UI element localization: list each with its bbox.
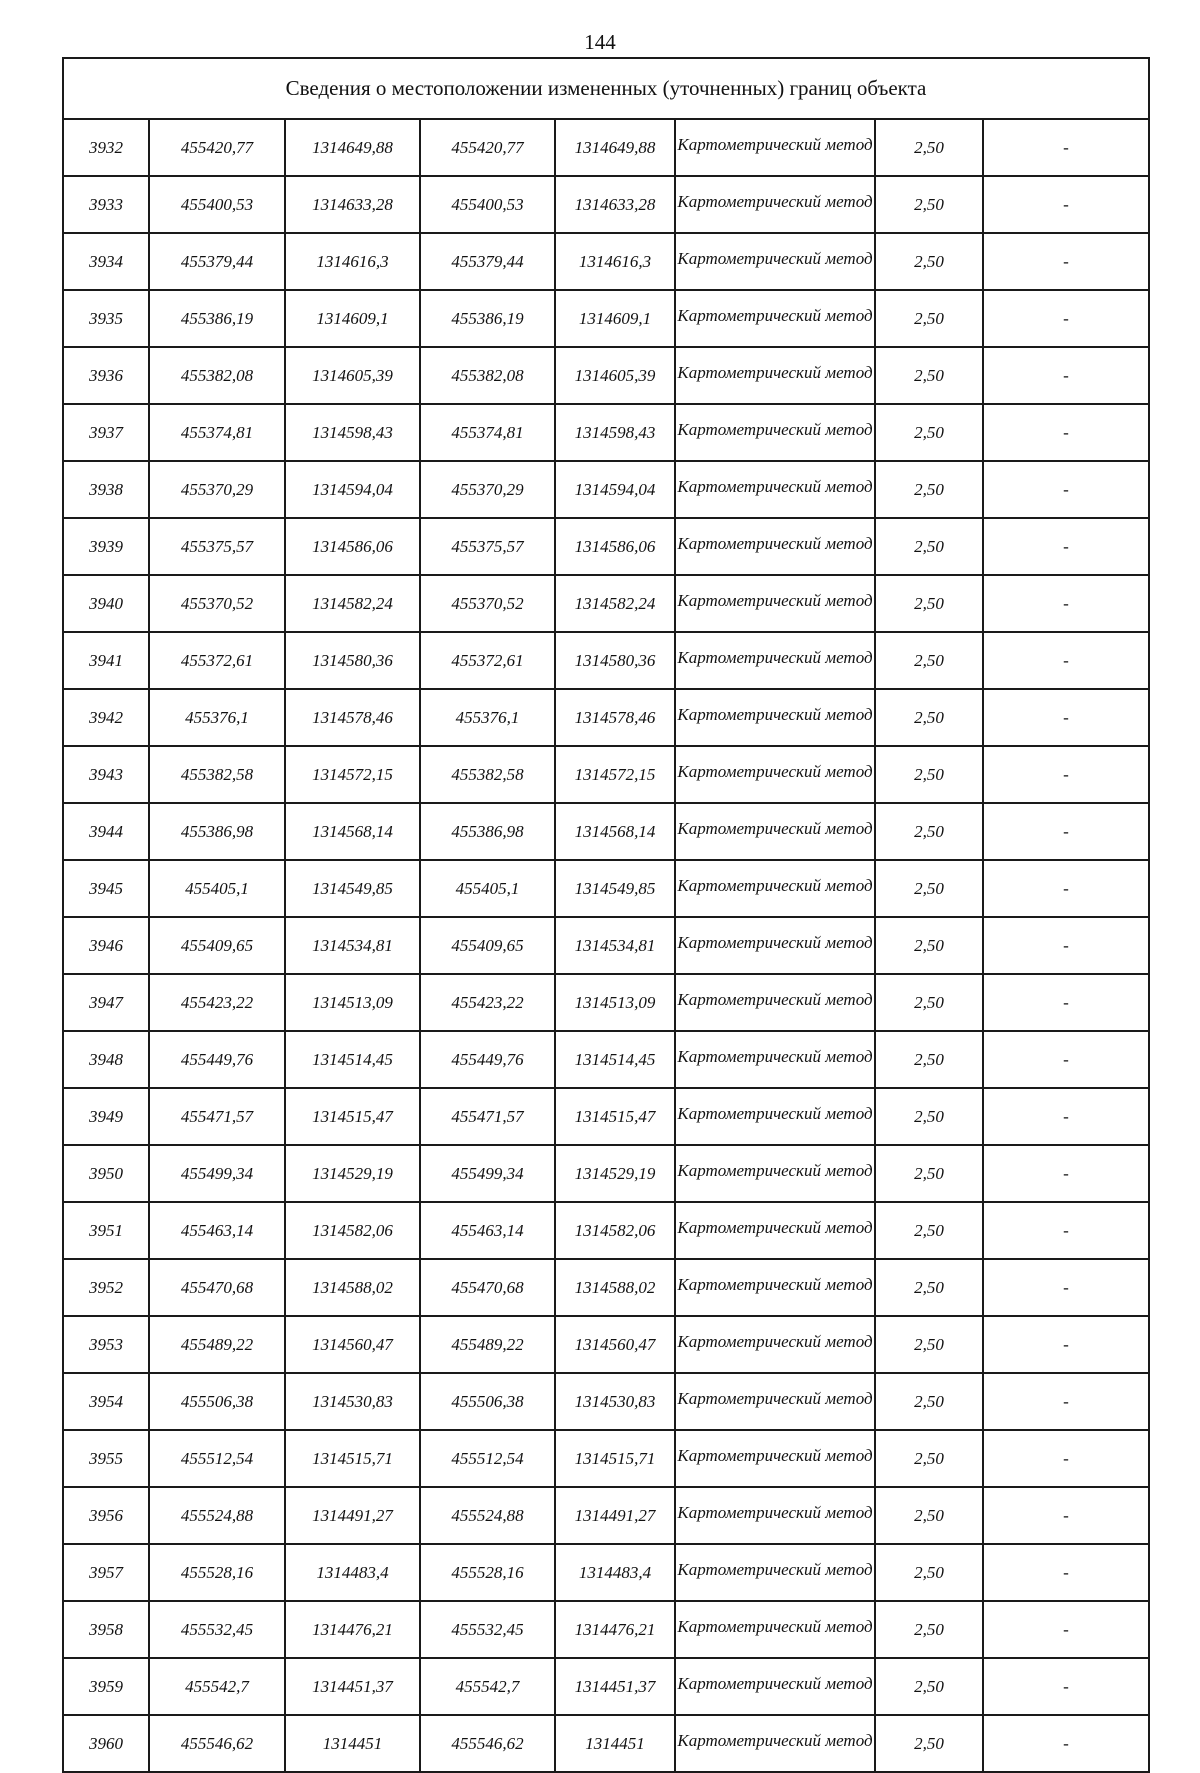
refined-x-cell: 455423,22 — [420, 974, 555, 1031]
description-cell: - — [983, 632, 1149, 689]
refined-x-cell: 455382,58 — [420, 746, 555, 803]
refined-y-cell: 1314451,37 — [555, 1658, 675, 1715]
refined-x-cell: 455499,34 — [420, 1145, 555, 1202]
existing-y-cell: 1314451 — [285, 1715, 420, 1772]
existing-y-cell: 1314578,46 — [285, 689, 420, 746]
table-row — [63, 689, 1149, 746]
refined-y-cell: 1314491,27 — [555, 1487, 675, 1544]
method-cell: Картометрический метод — [675, 632, 875, 689]
existing-x-cell: 455420,77 — [149, 119, 285, 176]
existing-y-cell: 1314534,81 — [285, 917, 420, 974]
refined-x-cell: 455386,19 — [420, 290, 555, 347]
accuracy-cell: 2,50 — [875, 803, 983, 860]
description-cell: - — [983, 1487, 1149, 1544]
method-cell: Картометрический метод — [675, 1031, 875, 1088]
table-title: Сведения о местоположении измененных (уточненных) границ объекта — [63, 58, 1149, 119]
existing-x-cell: 455542,7 — [149, 1658, 285, 1715]
description-cell: - — [983, 176, 1149, 233]
description-cell: - — [983, 803, 1149, 860]
refined-y-cell: 1314598,43 — [555, 404, 675, 461]
description-cell: - — [983, 1601, 1149, 1658]
existing-x-cell: 455382,58 — [149, 746, 285, 803]
accuracy-cell: 2,50 — [875, 1373, 983, 1430]
method-cell: Картометрический метод — [675, 461, 875, 518]
table-row — [63, 1202, 1149, 1259]
point-number-cell: 3933 — [63, 176, 149, 233]
refined-y-cell: 1314515,71 — [555, 1430, 675, 1487]
table-row — [63, 1601, 1149, 1658]
table-row — [63, 1031, 1149, 1088]
point-number-cell: 3932 — [63, 119, 149, 176]
table-body — [63, 119, 1149, 1772]
table-row — [63, 632, 1149, 689]
refined-y-cell: 1314605,39 — [555, 347, 675, 404]
refined-y-cell: 1314513,09 — [555, 974, 675, 1031]
table-row — [63, 461, 1149, 518]
point-number-cell: 3938 — [63, 461, 149, 518]
point-number-cell: 3954 — [63, 1373, 149, 1430]
description-cell: - — [983, 860, 1149, 917]
refined-y-cell: 1314515,47 — [555, 1088, 675, 1145]
table-row — [63, 860, 1149, 917]
existing-y-cell: 1314598,43 — [285, 404, 420, 461]
refined-x-cell: 455546,62 — [420, 1715, 555, 1772]
method-cell: Картометрический метод — [675, 290, 875, 347]
existing-y-cell: 1314515,47 — [285, 1088, 420, 1145]
description-cell: - — [983, 575, 1149, 632]
table-row — [63, 1715, 1149, 1772]
refined-x-cell: 455489,22 — [420, 1316, 555, 1373]
existing-x-cell: 455471,57 — [149, 1088, 285, 1145]
accuracy-cell: 2,50 — [875, 290, 983, 347]
refined-x-cell: 455400,53 — [420, 176, 555, 233]
table-row — [63, 1088, 1149, 1145]
existing-x-cell: 455382,08 — [149, 347, 285, 404]
point-number-cell: 3953 — [63, 1316, 149, 1373]
method-cell: Картометрический метод — [675, 1373, 875, 1430]
description-cell: - — [983, 917, 1149, 974]
description-cell: - — [983, 461, 1149, 518]
accuracy-cell: 2,50 — [875, 1487, 983, 1544]
refined-y-cell: 1314578,46 — [555, 689, 675, 746]
accuracy-cell: 2,50 — [875, 746, 983, 803]
table-row — [63, 347, 1149, 404]
refined-y-cell: 1314560,47 — [555, 1316, 675, 1373]
refined-x-cell: 455405,1 — [420, 860, 555, 917]
description-cell: - — [983, 1715, 1149, 1772]
accuracy-cell: 2,50 — [875, 404, 983, 461]
point-number-cell: 3947 — [63, 974, 149, 1031]
method-cell: Картометрический метод — [675, 1658, 875, 1715]
point-number-cell: 3950 — [63, 1145, 149, 1202]
point-number-cell: 3934 — [63, 233, 149, 290]
table-row — [63, 746, 1149, 803]
point-number-cell: 3941 — [63, 632, 149, 689]
table-row — [63, 1544, 1149, 1601]
accuracy-cell: 2,50 — [875, 917, 983, 974]
method-cell: Картометрический метод — [675, 689, 875, 746]
point-number-cell: 3945 — [63, 860, 149, 917]
accuracy-cell: 2,50 — [875, 1544, 983, 1601]
accuracy-cell: 2,50 — [875, 1658, 983, 1715]
existing-x-cell: 455470,68 — [149, 1259, 285, 1316]
accuracy-cell: 2,50 — [875, 518, 983, 575]
refined-y-cell: 1314549,85 — [555, 860, 675, 917]
table-row — [63, 1259, 1149, 1316]
refined-x-cell: 455409,65 — [420, 917, 555, 974]
method-cell: Картометрический метод — [675, 803, 875, 860]
existing-x-cell: 455506,38 — [149, 1373, 285, 1430]
existing-x-cell: 455524,88 — [149, 1487, 285, 1544]
refined-x-cell: 455370,29 — [420, 461, 555, 518]
existing-y-cell: 1314609,1 — [285, 290, 420, 347]
point-number-cell: 3942 — [63, 689, 149, 746]
description-cell: - — [983, 1316, 1149, 1373]
accuracy-cell: 2,50 — [875, 233, 983, 290]
existing-x-cell: 455370,29 — [149, 461, 285, 518]
point-number-cell: 3955 — [63, 1430, 149, 1487]
existing-y-cell: 1314572,15 — [285, 746, 420, 803]
refined-y-cell: 1314609,1 — [555, 290, 675, 347]
refined-x-cell: 455376,1 — [420, 689, 555, 746]
accuracy-cell: 2,50 — [875, 860, 983, 917]
table-row — [63, 119, 1149, 176]
description-cell: - — [983, 1088, 1149, 1145]
accuracy-cell: 2,50 — [875, 689, 983, 746]
existing-y-cell: 1314649,88 — [285, 119, 420, 176]
method-cell: Картометрический метод — [675, 233, 875, 290]
refined-y-cell: 1314649,88 — [555, 119, 675, 176]
refined-x-cell: 455532,45 — [420, 1601, 555, 1658]
description-cell: - — [983, 1145, 1149, 1202]
point-number-cell: 3940 — [63, 575, 149, 632]
existing-x-cell: 455409,65 — [149, 917, 285, 974]
refined-y-cell: 1314568,14 — [555, 803, 675, 860]
point-number-cell: 3960 — [63, 1715, 149, 1772]
method-cell: Картометрический метод — [675, 1088, 875, 1145]
refined-x-cell: 455471,57 — [420, 1088, 555, 1145]
description-cell: - — [983, 689, 1149, 746]
table-row — [63, 176, 1149, 233]
table-row — [63, 1487, 1149, 1544]
existing-x-cell: 455489,22 — [149, 1316, 285, 1373]
refined-y-cell: 1314582,24 — [555, 575, 675, 632]
refined-x-cell: 455524,88 — [420, 1487, 555, 1544]
table-row — [63, 974, 1149, 1031]
description-cell: - — [983, 746, 1149, 803]
point-number-cell: 3959 — [63, 1658, 149, 1715]
table-row — [63, 404, 1149, 461]
point-number-cell: 3948 — [63, 1031, 149, 1088]
refined-x-cell: 455420,77 — [420, 119, 555, 176]
refined-y-cell: 1314529,19 — [555, 1145, 675, 1202]
refined-y-cell: 1314616,3 — [555, 233, 675, 290]
refined-y-cell: 1314572,15 — [555, 746, 675, 803]
accuracy-cell: 2,50 — [875, 1145, 983, 1202]
existing-y-cell: 1314568,14 — [285, 803, 420, 860]
refined-x-cell: 455506,38 — [420, 1373, 555, 1430]
existing-x-cell: 455386,98 — [149, 803, 285, 860]
existing-x-cell: 455400,53 — [149, 176, 285, 233]
existing-y-cell: 1314476,21 — [285, 1601, 420, 1658]
method-cell: Картометрический метод — [675, 974, 875, 1031]
existing-x-cell: 455499,34 — [149, 1145, 285, 1202]
refined-x-cell: 455463,14 — [420, 1202, 555, 1259]
refined-x-cell: 455375,57 — [420, 518, 555, 575]
existing-x-cell: 455376,1 — [149, 689, 285, 746]
method-cell: Картометрический метод — [675, 1202, 875, 1259]
accuracy-cell: 2,50 — [875, 575, 983, 632]
table-row — [63, 803, 1149, 860]
existing-y-cell: 1314616,3 — [285, 233, 420, 290]
accuracy-cell: 2,50 — [875, 1031, 983, 1088]
method-cell: Картометрический метод — [675, 1715, 875, 1772]
existing-x-cell: 455405,1 — [149, 860, 285, 917]
accuracy-cell: 2,50 — [875, 347, 983, 404]
existing-y-cell: 1314513,09 — [285, 974, 420, 1031]
table-row — [63, 1658, 1149, 1715]
refined-x-cell: 455449,76 — [420, 1031, 555, 1088]
refined-x-cell: 455528,16 — [420, 1544, 555, 1601]
point-number-cell: 3951 — [63, 1202, 149, 1259]
refined-y-cell: 1314580,36 — [555, 632, 675, 689]
table-row — [63, 575, 1149, 632]
existing-x-cell: 455528,16 — [149, 1544, 285, 1601]
description-cell: - — [983, 518, 1149, 575]
existing-y-cell: 1314491,27 — [285, 1487, 420, 1544]
existing-x-cell: 455370,52 — [149, 575, 285, 632]
point-number-cell: 3939 — [63, 518, 149, 575]
method-cell: Картометрический метод — [675, 518, 875, 575]
existing-x-cell: 455374,81 — [149, 404, 285, 461]
boundary-coordinates-table — [62, 57, 1150, 1773]
refined-x-cell: 455470,68 — [420, 1259, 555, 1316]
point-number-cell: 3944 — [63, 803, 149, 860]
description-cell: - — [983, 974, 1149, 1031]
description-cell: - — [983, 1430, 1149, 1487]
refined-y-cell: 1314633,28 — [555, 176, 675, 233]
accuracy-cell: 2,50 — [875, 1088, 983, 1145]
point-number-cell: 3949 — [63, 1088, 149, 1145]
method-cell: Картометрический метод — [675, 1316, 875, 1373]
refined-y-cell: 1314530,83 — [555, 1373, 675, 1430]
existing-y-cell: 1314582,24 — [285, 575, 420, 632]
existing-y-cell: 1314580,36 — [285, 632, 420, 689]
refined-x-cell: 455372,61 — [420, 632, 555, 689]
existing-x-cell: 455512,54 — [149, 1430, 285, 1487]
table-row — [63, 1373, 1149, 1430]
refined-y-cell: 1314594,04 — [555, 461, 675, 518]
existing-x-cell: 455532,45 — [149, 1601, 285, 1658]
method-cell: Картометрический метод — [675, 1430, 875, 1487]
method-cell: Картометрический метод — [675, 1487, 875, 1544]
existing-x-cell: 455372,61 — [149, 632, 285, 689]
point-number-cell: 3946 — [63, 917, 149, 974]
description-cell: - — [983, 1202, 1149, 1259]
refined-x-cell: 455379,44 — [420, 233, 555, 290]
existing-x-cell: 455449,76 — [149, 1031, 285, 1088]
refined-y-cell: 1314582,06 — [555, 1202, 675, 1259]
table-row — [63, 518, 1149, 575]
existing-y-cell: 1314605,39 — [285, 347, 420, 404]
point-number-cell: 3952 — [63, 1259, 149, 1316]
refined-y-cell: 1314514,45 — [555, 1031, 675, 1088]
accuracy-cell: 2,50 — [875, 632, 983, 689]
table-row — [63, 233, 1149, 290]
existing-x-cell: 455379,44 — [149, 233, 285, 290]
refined-x-cell: 455386,98 — [420, 803, 555, 860]
existing-y-cell: 1314594,04 — [285, 461, 420, 518]
accuracy-cell: 2,50 — [875, 1202, 983, 1259]
method-cell: Картометрический метод — [675, 746, 875, 803]
existing-y-cell: 1314582,06 — [285, 1202, 420, 1259]
method-cell: Картометрический метод — [675, 1601, 875, 1658]
point-number-cell: 3937 — [63, 404, 149, 461]
accuracy-cell: 2,50 — [875, 1601, 983, 1658]
method-cell: Картометрический метод — [675, 1145, 875, 1202]
existing-x-cell: 455463,14 — [149, 1202, 285, 1259]
existing-y-cell: 1314529,19 — [285, 1145, 420, 1202]
accuracy-cell: 2,50 — [875, 1715, 983, 1772]
point-number-cell: 3936 — [63, 347, 149, 404]
existing-y-cell: 1314588,02 — [285, 1259, 420, 1316]
method-cell: Картометрический метод — [675, 1259, 875, 1316]
table-title-row — [63, 58, 1149, 119]
description-cell: - — [983, 1658, 1149, 1715]
description-cell: - — [983, 1373, 1149, 1430]
method-cell: Картометрический метод — [675, 404, 875, 461]
existing-y-cell: 1314549,85 — [285, 860, 420, 917]
refined-x-cell: 455542,7 — [420, 1658, 555, 1715]
table-row — [63, 1145, 1149, 1202]
accuracy-cell: 2,50 — [875, 176, 983, 233]
description-cell: - — [983, 347, 1149, 404]
refined-x-cell: 455370,52 — [420, 575, 555, 632]
table-row — [63, 1430, 1149, 1487]
refined-y-cell: 1314586,06 — [555, 518, 675, 575]
accuracy-cell: 2,50 — [875, 974, 983, 1031]
accuracy-cell: 2,50 — [875, 1316, 983, 1373]
accuracy-cell: 2,50 — [875, 119, 983, 176]
refined-x-cell: 455512,54 — [420, 1430, 555, 1487]
page-number: 144 — [584, 30, 616, 54]
refined-y-cell: 1314451 — [555, 1715, 675, 1772]
existing-y-cell: 1314560,47 — [285, 1316, 420, 1373]
table-row — [63, 917, 1149, 974]
refined-y-cell: 1314483,4 — [555, 1544, 675, 1601]
description-cell: - — [983, 1031, 1149, 1088]
point-number-cell: 3957 — [63, 1544, 149, 1601]
refined-x-cell: 455374,81 — [420, 404, 555, 461]
refined-x-cell: 455382,08 — [420, 347, 555, 404]
existing-x-cell: 455386,19 — [149, 290, 285, 347]
existing-y-cell: 1314633,28 — [285, 176, 420, 233]
existing-y-cell: 1314483,4 — [285, 1544, 420, 1601]
existing-x-cell: 455375,57 — [149, 518, 285, 575]
description-cell: - — [983, 404, 1149, 461]
refined-y-cell: 1314588,02 — [555, 1259, 675, 1316]
existing-y-cell: 1314586,06 — [285, 518, 420, 575]
existing-x-cell: 455546,62 — [149, 1715, 285, 1772]
point-number-cell: 3956 — [63, 1487, 149, 1544]
existing-y-cell: 1314515,71 — [285, 1430, 420, 1487]
refined-y-cell: 1314476,21 — [555, 1601, 675, 1658]
accuracy-cell: 2,50 — [875, 1430, 983, 1487]
existing-y-cell: 1314530,83 — [285, 1373, 420, 1430]
description-cell: - — [983, 233, 1149, 290]
description-cell: - — [983, 119, 1149, 176]
method-cell: Картометрический метод — [675, 1544, 875, 1601]
existing-y-cell: 1314451,37 — [285, 1658, 420, 1715]
existing-y-cell: 1314514,45 — [285, 1031, 420, 1088]
description-cell: - — [983, 290, 1149, 347]
refined-y-cell: 1314534,81 — [555, 917, 675, 974]
method-cell: Картометрический метод — [675, 347, 875, 404]
method-cell: Картометрический метод — [675, 119, 875, 176]
method-cell: Картометрический метод — [675, 176, 875, 233]
description-cell: - — [983, 1259, 1149, 1316]
point-number-cell: 3935 — [63, 290, 149, 347]
table-row — [63, 290, 1149, 347]
method-cell: Картометрический метод — [675, 860, 875, 917]
boundary-table-container — [62, 57, 1148, 1773]
method-cell: Картометрический метод — [675, 917, 875, 974]
method-cell: Картометрический метод — [675, 575, 875, 632]
point-number-cell: 3943 — [63, 746, 149, 803]
accuracy-cell: 2,50 — [875, 1259, 983, 1316]
existing-x-cell: 455423,22 — [149, 974, 285, 1031]
accuracy-cell: 2,50 — [875, 461, 983, 518]
description-cell: - — [983, 1544, 1149, 1601]
table-row — [63, 1316, 1149, 1373]
point-number-cell: 3958 — [63, 1601, 149, 1658]
